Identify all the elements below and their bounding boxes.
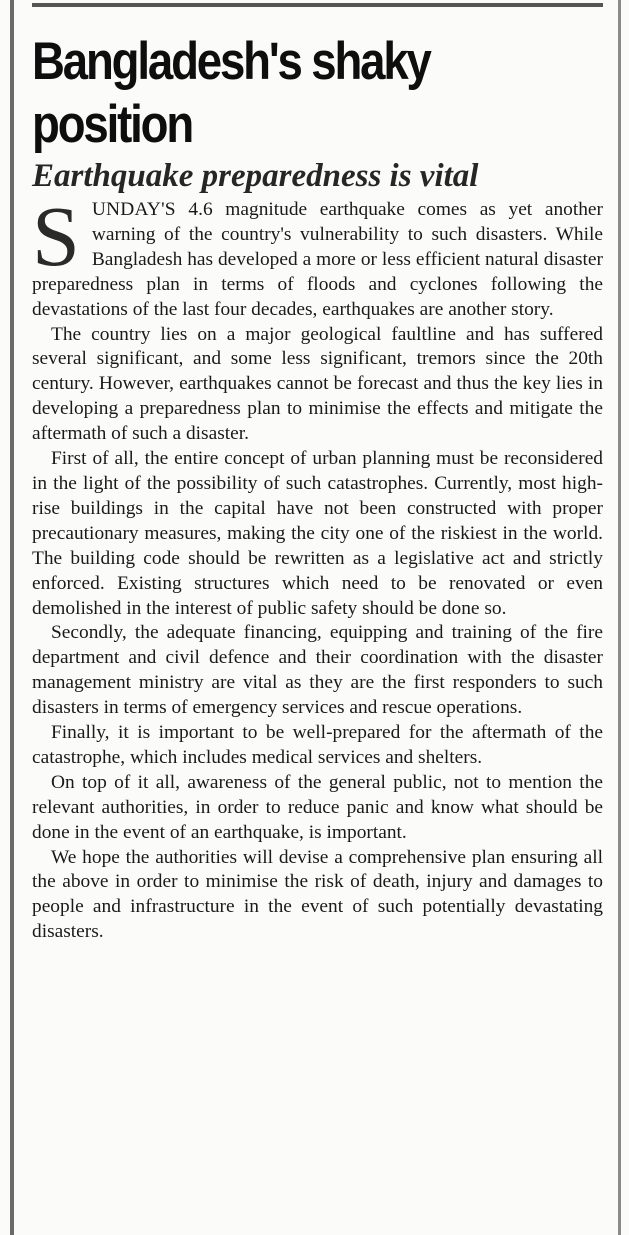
left-border-rule bbox=[10, 0, 14, 1235]
right-border-rule bbox=[618, 0, 621, 1235]
lead-caps: UNDAY'S bbox=[91, 199, 176, 220]
paragraph-1 bbox=[32, 188, 603, 323]
article-body bbox=[32, 188, 603, 945]
headline: Bangladesh's shaky position bbox=[32, 32, 430, 154]
paragraph-3: First of all, the entire concept of urban planning must be reconsidered in the light of the possibility of such catastrophes. Currently, most high-rise buildings in the capital have not been constructed with proper precautionary measures, making the city one of the riskiest in the world. The building code should be rewritten as a legislative act and strictly enforced. Existing structures which need to be renovated or even demolished in the interest of public safety should be done so. bbox=[32, 448, 603, 619]
subheadline: Earthquake preparedness is vital bbox=[32, 158, 479, 194]
paragraph-5: Finally, it is important to be well-prepared for the aftermath of the catastrophe, which includes medical services and shelters. bbox=[32, 722, 603, 768]
paragraph-2: The country lies on a major geological faultline and has suffered several significant, and some less significant, tremors since the 20th century. However, earthquakes cannot be forecast and thus the key lies in developing a preparedness plan to minimise the effects and mitigate the aftermath of such a disaster. bbox=[32, 323, 603, 445]
editorial-article bbox=[32, 30, 603, 945]
paragraph-6: On top of it all, awareness of the general public, not to mention the relevant authorities, in order to reduce panic and know what should be done in the event of an earthquake, is important. bbox=[32, 771, 603, 843]
paragraph-4: Secondly, the adequate financing, equipping and training of the fire department and civil defence and their coordination with the disaster management ministry are vital as they are the first responders to such disasters in terms of emergency services and rescue operations. bbox=[32, 622, 603, 719]
paragraph-7: We hope the authorities will devise a comprehensive plan ensuring all the above in order to minimise the risk of death, injury and damages to people and infrastructure in the event of such potentially devastating disasters. bbox=[32, 846, 603, 943]
top-rule bbox=[32, 3, 603, 7]
paragraph-1-text: 4.6 magnitude earthquake comes as yet another warning of the country's vulnerability to such disasters. While Bangladesh has developed a more or less efficient natural disaster preparedness plan in terms of floods and cyclones following the devastations of the last four decades, earthquakes are another story. bbox=[32, 199, 603, 320]
drop-cap: S bbox=[32, 188, 80, 284]
